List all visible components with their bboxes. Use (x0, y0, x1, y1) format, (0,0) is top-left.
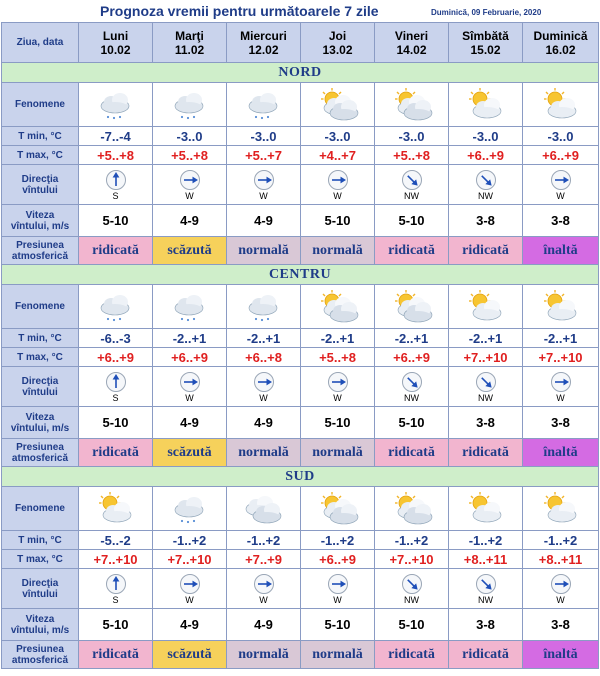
wind-speed-value: 5-10 (79, 205, 153, 237)
tmax-value: +7..+9 (227, 550, 301, 569)
weather-cell (449, 83, 523, 127)
tmin-value: -3..0 (227, 127, 301, 146)
wind-dir-row (2, 569, 599, 609)
tmax-label: T max, °C (2, 348, 79, 367)
tmax-value: +5..+8 (301, 348, 375, 367)
wind-speed-value: 5-10 (375, 407, 449, 439)
wind-speed-value: 4-9 (153, 205, 227, 237)
tmin-value: -1..+2 (449, 531, 523, 550)
wind-dir-text: NW (404, 594, 419, 605)
wind-arrow-icon (105, 573, 127, 595)
header-row (2, 23, 599, 63)
wind-arrow-icon (550, 169, 572, 191)
tmin-value: -3..0 (449, 127, 523, 146)
sun-clouds-icon (386, 289, 438, 325)
wind-speed-label-line: vîntului, m/s (10, 422, 70, 434)
phenomena-label: Fenomene (2, 83, 79, 127)
tmax-value: +8..+11 (523, 550, 599, 569)
weather-cell (301, 487, 375, 531)
day-name: Miercuri (240, 28, 287, 43)
zone-title: NORD (2, 63, 599, 83)
sun-clouds-icon (386, 87, 438, 123)
wind-dir-text: W (185, 190, 194, 201)
tmin-row (2, 531, 599, 550)
tmax-value: +7..+10 (153, 550, 227, 569)
phenomena-label: Fenomene (2, 285, 79, 329)
tmax-value: +6..+9 (79, 348, 153, 367)
wind-dir-text: NW (404, 392, 419, 403)
wind-dir-cell (301, 367, 375, 407)
wind-speed-value: 4-9 (153, 407, 227, 439)
weather-cell (375, 285, 449, 329)
wind-dir-label (2, 569, 79, 609)
wind-dir-label-line: vîntului (22, 588, 58, 600)
wind-dir-cell (227, 165, 301, 205)
wind-dir-text: NW (478, 392, 493, 403)
pressure-value: înaltă (523, 237, 599, 265)
sun-cloud-icon (535, 289, 587, 325)
day-date: 15.02 (470, 42, 501, 57)
phenomena-row (2, 285, 599, 329)
tmin-row (2, 329, 599, 348)
day-date: 16.02 (545, 42, 576, 57)
wind-dir-cell (79, 165, 153, 205)
day-name: Vineri (394, 28, 429, 43)
sun-cloud-icon (460, 87, 512, 123)
wind-arrow-icon (253, 371, 275, 393)
wind-dir-label (2, 367, 79, 407)
wind-dir-text: S (112, 190, 119, 201)
wind-dir-cell (449, 569, 523, 609)
wind-speed-value: 3-8 (523, 407, 599, 439)
day-date: 13.02 (322, 42, 353, 57)
weather-cell (227, 285, 301, 329)
weather-cell (153, 487, 227, 531)
wind-speed-label-line: Viteza (25, 209, 55, 221)
day-date: 12.02 (248, 42, 279, 57)
tmin-value: -1..+2 (523, 531, 599, 550)
wind-arrow-icon (179, 371, 201, 393)
wind-dir-text: NW (478, 594, 493, 605)
pressure-value: ridicată (449, 641, 523, 669)
weather-cell (227, 83, 301, 127)
weather-cell (79, 83, 153, 127)
pressure-label-line: Presiunea (16, 239, 64, 251)
tmax-row (2, 550, 599, 569)
pressure-label (2, 439, 79, 467)
cloud-snow-icon (164, 87, 216, 123)
wind-dir-label-line: vîntului (22, 184, 58, 196)
wind-speed-value: 4-9 (153, 609, 227, 641)
weather-cell (79, 285, 153, 329)
tmax-value: +5..+7 (227, 146, 301, 165)
pressure-value: normală (301, 439, 375, 467)
wind-dir-cell (153, 165, 227, 205)
tmax-row (2, 348, 599, 367)
wind-dir-cell (523, 569, 599, 609)
pressure-value: înaltă (523, 641, 599, 669)
pressure-value: ridicată (375, 641, 449, 669)
tmax-label: T max, °C (2, 550, 79, 569)
cloud-snow-icon (90, 289, 142, 325)
pressure-row (2, 641, 599, 669)
tmax-value: +5..+8 (79, 146, 153, 165)
wind-arrow-icon (550, 371, 572, 393)
tmin-label: T min, °C (2, 531, 79, 550)
pressure-value: scăzută (153, 641, 227, 669)
wind-speed-value: 3-8 (449, 205, 523, 237)
tmin-value: -2..+1 (153, 329, 227, 348)
wind-speed-row (2, 407, 599, 439)
wind-arrow-icon (550, 573, 572, 595)
zone-row (2, 63, 599, 83)
weather-cell (449, 285, 523, 329)
weather-cell (523, 487, 599, 531)
pressure-label (2, 237, 79, 265)
sun-clouds-icon (386, 491, 438, 527)
tmin-value: -3..0 (523, 127, 599, 146)
sun-clouds-icon (312, 491, 364, 527)
wind-dir-text: NW (478, 190, 493, 201)
day-name: Joi (328, 28, 347, 43)
tmax-label: T max, °C (2, 146, 79, 165)
wind-dir-cell (79, 569, 153, 609)
pressure-value: scăzută (153, 237, 227, 265)
pressure-value: normală (301, 237, 375, 265)
wind-speed-value: 3-8 (449, 407, 523, 439)
forecast-table (1, 22, 599, 669)
wind-dir-label (2, 165, 79, 205)
current-date: Duminică, 09 Februarie, 2020 (431, 8, 542, 17)
tmax-value: +6..+9 (301, 550, 375, 569)
wind-speed-label-line: vîntului, m/s (10, 624, 70, 636)
wind-dir-text: W (333, 190, 342, 201)
wind-arrow-icon (475, 169, 497, 191)
wind-dir-text: W (333, 594, 342, 605)
day-name: Sîmbătă (462, 28, 509, 43)
cloud-snow-icon (164, 289, 216, 325)
wind-dir-row (2, 165, 599, 205)
tmin-value: -2..+1 (227, 329, 301, 348)
sun-clouds-icon (312, 87, 364, 123)
weather-cell (523, 285, 599, 329)
wind-dir-cell (449, 165, 523, 205)
wind-dir-row (2, 367, 599, 407)
pressure-value: ridicată (79, 439, 153, 467)
tmin-value: -3..0 (153, 127, 227, 146)
clouds-icon (238, 491, 290, 527)
pressure-label (2, 641, 79, 669)
weather-cell (375, 487, 449, 531)
tmax-value: +8..+11 (449, 550, 523, 569)
wind-speed-value: 3-8 (523, 205, 599, 237)
tmax-value: +6..+8 (227, 348, 301, 367)
tmax-row (2, 146, 599, 165)
tmin-value: -6..-3 (79, 329, 153, 348)
cloud-snow-icon (238, 87, 290, 123)
wind-dir-text: W (333, 392, 342, 403)
wind-arrow-icon (253, 169, 275, 191)
wind-speed-label-line: Viteza (25, 411, 55, 423)
wind-dir-cell (375, 569, 449, 609)
wind-speed-row (2, 609, 599, 641)
day-header-4 (375, 23, 449, 63)
wind-dir-cell (523, 367, 599, 407)
wind-arrow-icon (401, 371, 423, 393)
wind-speed-value: 5-10 (375, 609, 449, 641)
wind-speed-label-line: Viteza (25, 613, 55, 625)
wind-speed-label (2, 205, 79, 237)
day-date: 14.02 (396, 42, 427, 57)
pressure-label-line: Presiunea (16, 643, 64, 655)
wind-speed-value: 5-10 (301, 407, 375, 439)
wind-speed-value: 5-10 (301, 609, 375, 641)
wind-arrow-icon (327, 573, 349, 595)
pressure-value: ridicată (375, 237, 449, 265)
day-name: Marţi (175, 28, 204, 43)
pressure-row (2, 237, 599, 265)
tmin-value: -3..0 (301, 127, 375, 146)
weather-cell (227, 487, 301, 531)
wind-arrow-icon (475, 573, 497, 595)
wind-speed-label (2, 609, 79, 641)
wind-dir-text: W (185, 594, 194, 605)
wind-dir-text: W (259, 392, 268, 403)
phenomena-label: Fenomene (2, 487, 79, 531)
day-header-1 (153, 23, 227, 63)
day-date-header: Ziua, data (2, 23, 79, 63)
tmin-row (2, 127, 599, 146)
wind-dir-cell (227, 367, 301, 407)
weather-cell (153, 285, 227, 329)
page-header (0, 0, 600, 22)
zone-title: SUD (2, 467, 599, 487)
tmax-value: +7..+10 (523, 348, 599, 367)
wind-speed-value: 4-9 (227, 205, 301, 237)
pressure-value: înaltă (523, 439, 599, 467)
phenomena-row (2, 83, 599, 127)
sun-clouds-icon (312, 289, 364, 325)
cloud-snow-icon (164, 491, 216, 527)
wind-arrow-icon (105, 169, 127, 191)
wind-dir-text: S (112, 392, 119, 403)
tmin-value: -1..+2 (375, 531, 449, 550)
sun-cloud-icon (535, 491, 587, 527)
wind-dir-cell (153, 367, 227, 407)
tmax-value: +7..+10 (449, 348, 523, 367)
weather-cell (449, 487, 523, 531)
wind-dir-text: NW (404, 190, 419, 201)
pressure-value: ridicată (449, 237, 523, 265)
day-header-5 (449, 23, 523, 63)
wind-dir-label-line: Direcţia (21, 375, 59, 387)
pressure-value: normală (227, 237, 301, 265)
wind-dir-label-line: Direcţia (21, 173, 59, 185)
tmax-value: +6..+9 (449, 146, 523, 165)
wind-dir-cell (153, 569, 227, 609)
wind-arrow-icon (475, 371, 497, 393)
tmin-value: -5..-2 (79, 531, 153, 550)
wind-dir-text: W (556, 190, 565, 201)
weather-cell (301, 285, 375, 329)
tmin-value: -2..+1 (523, 329, 599, 348)
tmin-value: -1..+2 (153, 531, 227, 550)
wind-speed-label (2, 407, 79, 439)
wind-arrow-icon (179, 573, 201, 595)
tmax-value: +5..+8 (153, 146, 227, 165)
wind-speed-value: 3-8 (523, 609, 599, 641)
weather-cell (375, 83, 449, 127)
day-date: 11.02 (174, 42, 205, 57)
wind-dir-cell (375, 165, 449, 205)
wind-dir-text: W (259, 594, 268, 605)
pressure-label-line: atmosferică (11, 250, 69, 262)
pressure-label-line: atmosferică (11, 654, 69, 666)
pressure-value: normală (301, 641, 375, 669)
zone-row (2, 467, 599, 487)
day-name: Luni (102, 28, 129, 43)
wind-dir-text: W (185, 392, 194, 403)
wind-speed-value: 3-8 (449, 609, 523, 641)
tmin-value: -7..-4 (79, 127, 153, 146)
pressure-row (2, 439, 599, 467)
wind-dir-text: W (259, 190, 268, 201)
tmin-value: -1..+2 (301, 531, 375, 550)
sun-cloud-icon (460, 289, 512, 325)
tmin-value: -2..+1 (375, 329, 449, 348)
tmin-label: T min, °C (2, 329, 79, 348)
wind-speed-value: 5-10 (79, 407, 153, 439)
cloud-snow-icon (90, 87, 142, 123)
wind-dir-cell (79, 367, 153, 407)
pressure-value: ridicată (449, 439, 523, 467)
tmax-value: +6..+9 (375, 348, 449, 367)
weather-cell (301, 83, 375, 127)
pressure-value: ridicată (79, 237, 153, 265)
pressure-value: ridicată (79, 641, 153, 669)
pressure-value: normală (227, 641, 301, 669)
tmax-value: +7..+10 (375, 550, 449, 569)
wind-arrow-icon (401, 169, 423, 191)
zone-row (2, 265, 599, 285)
pressure-value: normală (227, 439, 301, 467)
day-header-3 (301, 23, 375, 63)
weather-cell (153, 83, 227, 127)
tmax-value: +4..+7 (301, 146, 375, 165)
tmin-value: -1..+2 (227, 531, 301, 550)
wind-dir-cell (375, 367, 449, 407)
wind-dir-text: W (556, 594, 565, 605)
wind-dir-cell (449, 367, 523, 407)
wind-speed-value: 5-10 (375, 205, 449, 237)
zone-title: CENTRU (2, 265, 599, 285)
pressure-value: scăzută (153, 439, 227, 467)
wind-dir-text: S (112, 594, 119, 605)
tmax-value: +6..+9 (523, 146, 599, 165)
wind-speed-value: 5-10 (79, 609, 153, 641)
wind-arrow-icon (179, 169, 201, 191)
wind-speed-value: 5-10 (301, 205, 375, 237)
tmin-label: T min, °C (2, 127, 79, 146)
pressure-label-line: Presiunea (16, 441, 64, 453)
wind-dir-cell (301, 165, 375, 205)
tmax-value: +6..+9 (153, 348, 227, 367)
wind-speed-value: 4-9 (227, 407, 301, 439)
pressure-label-line: atmosferică (11, 452, 69, 464)
wind-speed-row (2, 205, 599, 237)
day-date: 10.02 (100, 42, 131, 57)
page-title: Prognoza vremii pentru următoarele 7 zile (100, 3, 379, 19)
day-header-2 (227, 23, 301, 63)
tmax-value: +7..+10 (79, 550, 153, 569)
pressure-value: ridicată (375, 439, 449, 467)
wind-dir-text: W (556, 392, 565, 403)
cloud-snow-icon (238, 289, 290, 325)
wind-arrow-icon (327, 169, 349, 191)
wind-arrow-icon (253, 573, 275, 595)
wind-arrow-icon (327, 371, 349, 393)
day-header-6 (523, 23, 599, 63)
wind-arrow-icon (105, 371, 127, 393)
sun-cloud-icon (535, 87, 587, 123)
wind-dir-label-line: vîntului (22, 386, 58, 398)
wind-arrow-icon (401, 573, 423, 595)
wind-dir-cell (301, 569, 375, 609)
wind-dir-label-line: Direcţia (21, 577, 59, 589)
day-name: Duminică (533, 28, 588, 43)
tmax-value: +5..+8 (375, 146, 449, 165)
sun-cloud-icon (460, 491, 512, 527)
day-header-0 (79, 23, 153, 63)
wind-speed-label-line: vîntului, m/s (10, 220, 70, 232)
tmin-value: -3..0 (375, 127, 449, 146)
weather-cell (523, 83, 599, 127)
phenomena-row (2, 487, 599, 531)
weather-cell (79, 487, 153, 531)
tmin-value: -2..+1 (449, 329, 523, 348)
wind-speed-value: 4-9 (227, 609, 301, 641)
wind-dir-cell (523, 165, 599, 205)
wind-dir-cell (227, 569, 301, 609)
tmin-value: -2..+1 (301, 329, 375, 348)
sun-cloud-icon (90, 491, 142, 527)
